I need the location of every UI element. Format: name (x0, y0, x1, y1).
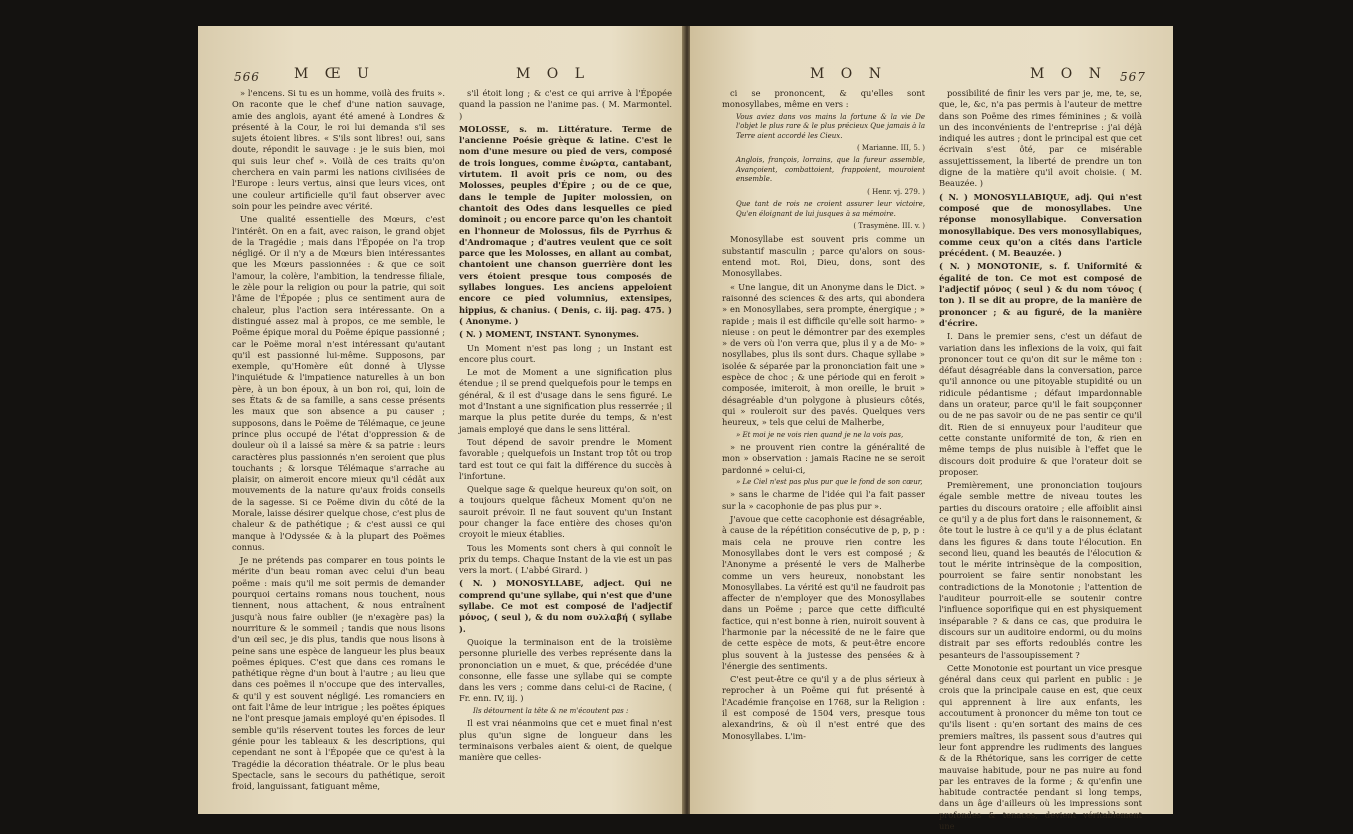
paragraph: C'est peut-être ce qu'il y a de plus sérieux à reprocher à un Poëme qui fut présenté à l'Académie françoise en 1768, sur la Religion : il est composé de 1504 vers, presque tous alexandrins, & où il n'est entré que des Monosyllabes. L'im- (722, 674, 925, 741)
paragraph: » l'encens. Si tu es un homme, voilà des fruits ». On raconte que le chef d'une nation sauvage, amie des anglois, ayant été amené à Londres & présenté à la Cour, le roi lui demanda s'il ses sujets étoient libres. « S'ils sont libres! oui, sans doute, répondit le sauvage : je le suis bien, moi qui suis leur chef ». Voilà de ces traits qu'on cherchera en vain parmi les nations civilisées de l'Europe : leurs vertus, ainsi que leurs vices, ont une couleur artificielle qu'il faut observer avec soin pour les peindre avec vérité. (232, 88, 445, 211)
right-page (690, 26, 1173, 831)
paragraph: Le mot de Moment a une signification plus étendue ; il se prend quelquefois pour le temps en général, & il est d'usage dans le sens figuré. Le mot d'Instant a une signification plus resserrée ; il marque la plus petite durée du temps, & n'est jamais employé que dans le sens littéral. (459, 367, 672, 434)
page-number-left: 566 (234, 70, 260, 84)
paragraph: I. Dans le premier sens, c'est un défaut de variation dans les inflexions de la voix, qui fait prononcer tout ce qu'on dit sur le même ton : défaut désagréable dans la conversation, parce qu'il annonce ou une pitoyable stupidité ou un ridicule pédantisme ; défaut impardonnable dans un orateur, parce qu'il le fait soupçonner ou de ne pas savoir ou de ne pas sentir ce qu'il dit. Rien de si ennuyeux pour l'auditeur que cette constante uniformité de ton, & rien en même temps de plus nuisible à l'effet que le discours doit produire & que l'orateur doit se proposer. (939, 331, 1142, 477)
paragraph: Une qualité essentielle des Mœurs, c'est l'intérêt. On en a fait, avec raison, le grand objet de la Tragédie ; mais dans l'Épopée on l'a trop négligé. Or il n'y a de Mœurs bien intéressantes que les Mœurs passionnées : & que ce soit l'amour, la colère, l'ambition, la tendresse filiale, le zèle pour la religion ou pour la patrie, qui soit l'âme de l'Épopée ; plus ce sentiment aura de chaleur, plus l'action sera intéressante. On a distingué assez mal à propos, ce me semble, le Poëme épique moral du Poëme épique passionné ; car le Poëme moral n'est intéressant qu'autant qu'il est passionné lui-même. Supposons, par exemple, qu'Homère eût donné à Ulysse l'inquiétude & l'impatience naturelles à un bon père, à un bon époux, à un bon roi, qui, loin de ses États & de sa famille, a sans cesse présents les maux que son absence a pu causer ; supposons, dans le Poëme de Télémaque, ce jeune prince plus occupé de l'état d'oppression & de douleur où il a laissé sa mère & sa patrie : leurs caractères plus passionnés n'en seroient que plus touchants ; & lorsque Télémaque s'arrache au plaisir, on aimeroit encore mieux qu'il cédât aux mouvements de la nature qu'aux froids conseils de la sagesse. Si ce Poëme divin du côté de la Morale, laisse désirer quelque chose, c'est plus de chaleur & de pathétique ; & c'est aussi ce qui manque à l'Odyssée & à la plupart des Poëmes connus. (232, 214, 445, 552)
left-column-1 (232, 88, 445, 794)
right-column-2 (939, 88, 1142, 834)
paragraph: Monosyllabe est souvent pris comme un substantif masculin ; parce qu'alors on sous-entend mot. Roi, Dieu, dons, sont des Monosyllabes. (722, 234, 925, 279)
left-columns (232, 88, 672, 794)
paragraph: » Le Ciel n'est pas plus pur que le fond de son cœur, (736, 477, 923, 486)
paragraph: Quelque sage & quelque heureux qu'on soit, on a toujours quelque fâcheux Moment qu'on ne sauroit prévoir. Il ne faut souvent qu'un Instant pour changer la face entière des choses qu'on croyoit le mieux établies. (459, 484, 672, 540)
left-page (198, 26, 684, 814)
paragraph: Je ne prétends pas comparer en tous points le mérite d'un beau roman avec celui d'un beau poëme : mais qu'il me soit permis de demander pourquoi certains romans nous touchent, nous tiennent, nous attachent, & nous entraînent jusqu'à nous faire oublier (je n'exagère pas) la nourriture & le sommeil ; tandis que nous lisons d'un œil sec, je dis plus, tandis que nous lisons à peine sans une espèce de langueur les plus beaux poëmes épiques. C'est que dans ces romans le pathétique règne d'un bout à l'autre ; au lieu que dans ces poëmes il n'occupe que des intervalles, & qu'il y est souvent négligé. Les romanciers en ont fait l'âme de leur intrigue ; les poëtes épiques ne l'ont presque jamais employé qu'en épisodes. Il semble qu'ils réservent toutes les forces de leur génie pour les tableaux & les descriptions, qui cependant ne sont à l'Épopée que ce qu'est à la Tragédie la décoration théatrale. Or le plus beau Spectacle, sans le secours du pathétique, seroit froid, languissant, fatiguant même, (232, 555, 445, 792)
paragraph: Premièrement, une prononciation toujours égale semble mettre de niveau toutes les parties du discours oratoire ; elle affoiblit ainsi ce qu'il y a de plus fort dans le raisonnement, & ôte tout le lustre à ce qu'il y a de plus éclatant dans les figures & dans toute l'élocution. En second lieu, quand les beautés de l'élocution & tout le mérite intrinsèque de la composition, pourroient se faire sentir nonobstant les contradictions de la Monotonie ; l'attention de l'auditeur pourroit-elle se soutenir contre l'influence soporifique qui en est physiquement inséparable ? & dans ce cas, que produira le discours sur un auditoire endormi, ou du moins distrait par ses efforts redoublés contre les pesanteurs de l'assoupissement ? (939, 480, 1142, 660)
running-header-left: M Œ U (294, 66, 375, 82)
running-header-right-2: M O N (1030, 66, 1107, 82)
right-columns (722, 88, 1142, 834)
paragraph: » ne prouvent rien contre la généralité de mon » observation : jamais Racine ne se seroit pardonné » celui-ci, (722, 442, 925, 475)
paragraph: Il est vrai néanmoins que cet e muet final n'est plus qu'un signe de longueur dans les terminaisons verbales aient & oient, de quelque manière que celles- (459, 718, 672, 763)
paragraph: Que tant de rois ne croient assurer leur victoire, Qu'en éloignant de lui jusques à sa mémoire. (736, 200, 925, 218)
paragraph: Ils détournent la tête & ne m'écoutent pas : (473, 706, 629, 715)
paragraph: ( N. ) MOMENT, INSTANT. Synonymes. (459, 329, 639, 340)
paragraph: ci se prononcent, & qu'elles sont monosyllabes, même en vers : (722, 88, 925, 110)
running-header-left-2: M O L (516, 66, 591, 82)
right-column-1 (722, 88, 925, 834)
paragraph: ( N. ) MONOTONIE, s. f. Uniformité & égalité de ton. Ce mot est composé de l'adjectif μόνος ( seul ) & du nom τόνος ( ton ). Il se dit au propre, de la manière de prononcer ; & au figuré, de la manière d'écrire. (939, 261, 1142, 328)
paragraph: Quoique la terminaison ent de la troisième personne plurielle des verbes représente dans la prononciation un e muet, & que, précédée d'une consonne, elle fasse une syllabe qui se compte dans les vers ; comme dans celui-ci de Racine, ( Fr. enn. IV, iij. ) (459, 636, 672, 704)
running-header-right: M O N (810, 66, 887, 82)
paragraph: ( Marianne. III, 5. ) (856, 144, 925, 153)
paragraph: « Une langue, dit un Anonyme dans le Dict. » raisonné des sciences & des arts, qui abondera » en Monosyllabes, sera prompte, énergique ; » rapide ; mais il est difficile qu'elle soit harmo- » nieuse : on peut le démontrer par des exemples » de vers où l'on verra que, plus il y a de Mo- » nosyllabes, plus ils sont durs. Chaque syllabe » isolée & séparée par la prononciation fait une » espèce de choc ; & une période qui en feroit » composée, imiteroit, à mon oreille, le bruit » désagréable d'un polygone à plusieurs côtés, qui » rouleroit sur des pavés. Quelques vers heureux, » tels que celui de Malherbe, (722, 281, 925, 428)
paragraph: J'avoue que cette cacophonie est désagréable, à cause de la répétition consécutive de p, p, p : mais cela ne prouve rien contre les Monosyllabes dont le vers est composé ; & l'Anonyme a présenté le vers de Malherbe comme un vers heureux, nonobstant les Monosyllabes. La vérité est qu'il ne faudroit pas affecter de n'employer que des Monosyllabes dans un Poëme ; parce que cette difficulté factice, qui n'est bonne à rien, nuiroit souvent à l'harmonie par la nécessité de ne le faire que de cette espèce de mots, & peut-être encore plus souvent à la justesse des pensées & à l'énergie des sentiments. (722, 514, 925, 671)
paragraph: » sans le charme de l'idée qui l'a fait passer sur la » cacophonie de pas plus pur ». (722, 489, 925, 511)
paragraph: Cette Monotonie est pourtant un vice presque général dans ceux qui parlent en public : je crois que la principale cause en est, que ceux qui apprennent à lire aux enfants, les accoutument à prononcer du même ton tout ce qu'ils lisent : qu'en sortant des mains de ces premiers maîtres, ils passent sous d'autres qui leur font apprendre les rudiments des langues & de la Rhétorique, sans les corriger de cette mauvaise habitude, pour ne pas nuire au fond par les entraves de la forme ; & qu'enfin une habitude contractée pendant si long temps, dans un âge d'ailleurs où les impressions sont profondes & tenaces, devient véritablement une (939, 662, 1142, 831)
paragraph: Tous les Moments sont chers à qui connoît le prix du temps. Chaque Instant de la vie est un pas vers la mort. ( L'abbé Girard. ) (459, 542, 672, 576)
paragraph: s'il étoit long ; & c'est ce qui arrive à l'Épopée quand la passion ne l'anime pas. ( M. Marmontel. ) (459, 88, 672, 121)
paragraph: ( N. ) MONOSYLLABE, adject. Qui ne comprend qu'une syllabe, qui n'est que d'une syllabe. Ce mot est composé de l'adjectif μόνος, ( seul ), & du nom συλλαβή ( syllabe ). (459, 578, 672, 634)
paragraph: MOLOSSE, s. m. Littérature. Terme de l'ancienne Poésie grèque & latine. C'est le nom d'une mesure ou pied de vers, composé de trois longues, comme ἐνώρτα, cantabant, virtutem. Il avoit pris ce nom, ou des Molosses, peuples d'Épire ; ou de ce que, dans le temple de Jupiter molossien, on chantoit des Odes dans lesquelles ce pied dominoit ; ou encore parce qu'on les chantoit en l'honneur de Molossus, fils de Pyrrhus & d'Andromaque ; d'autres veulent que ce soit parce que les Molosses, en allant au combat, chantoient une chanson guerrière dont les vers étoient presque tous composés de syllabes longues. Les anciens appeloient encore ce pied volumnius, extensipes, hippius, & chanius. ( Denis, c. iij. pag. 475. ) ( Anonyme. ) (459, 123, 672, 326)
paragraph: Tout dépend de savoir prendre le Moment favorable ; quelquefois un Instant trop tôt ou trop tard est tout ce qui fait la différence du succès à l'infortune. (459, 436, 672, 481)
paragraph: Vous aviez dans vos mains la fortune & la vie De l'objet le plus rare & le plus précieux Que jamais à la Terre aient accordé les Cieux. (736, 112, 925, 140)
paragraph: ( Trasymène. III. v. ) (853, 222, 925, 231)
paragraph: » Et moi je ne vois rien quand je ne la vois pas, (736, 430, 904, 439)
paragraph: ( N. ) MONOSYLLABIQUE, adj. Qui n'est composé que de monosyllabes. Une réponse monosyllabique. Conversation monosyllabique. Des vers monosyllabiques, comme ceux qu'on a cités dans l'article précédent. ( M. Beauzée. ) (939, 191, 1142, 259)
page-number-right: 567 (1120, 70, 1146, 84)
left-column-2 (459, 88, 672, 794)
paragraph: Anglois, françois, lorrains, que la fureur assemble, Avançoient, combattoient, frappoient, mouroient ensemble. (736, 156, 925, 184)
paragraph: possibilité de finir les vers par je, me, te, se, que, le, &c, n'a pas permis à l'auteur de mettre dans son Poëme des rimes féminines ; & voilà un des inconvénients de l'entreprise : j'ai déjà indiqué les autres ; dont le principal est que cet écrivain s'est ôté, par ce misérable assujettissement, la liberté de prendre un ton digne de la matière qu'il avoit choisie. ( M. Beauzée. ) (939, 88, 1142, 189)
paragraph: Un Moment n'est pas long ; un Instant est encore plus court. (459, 342, 672, 364)
paragraph: ( Henr. vj. 279. ) (867, 187, 925, 196)
